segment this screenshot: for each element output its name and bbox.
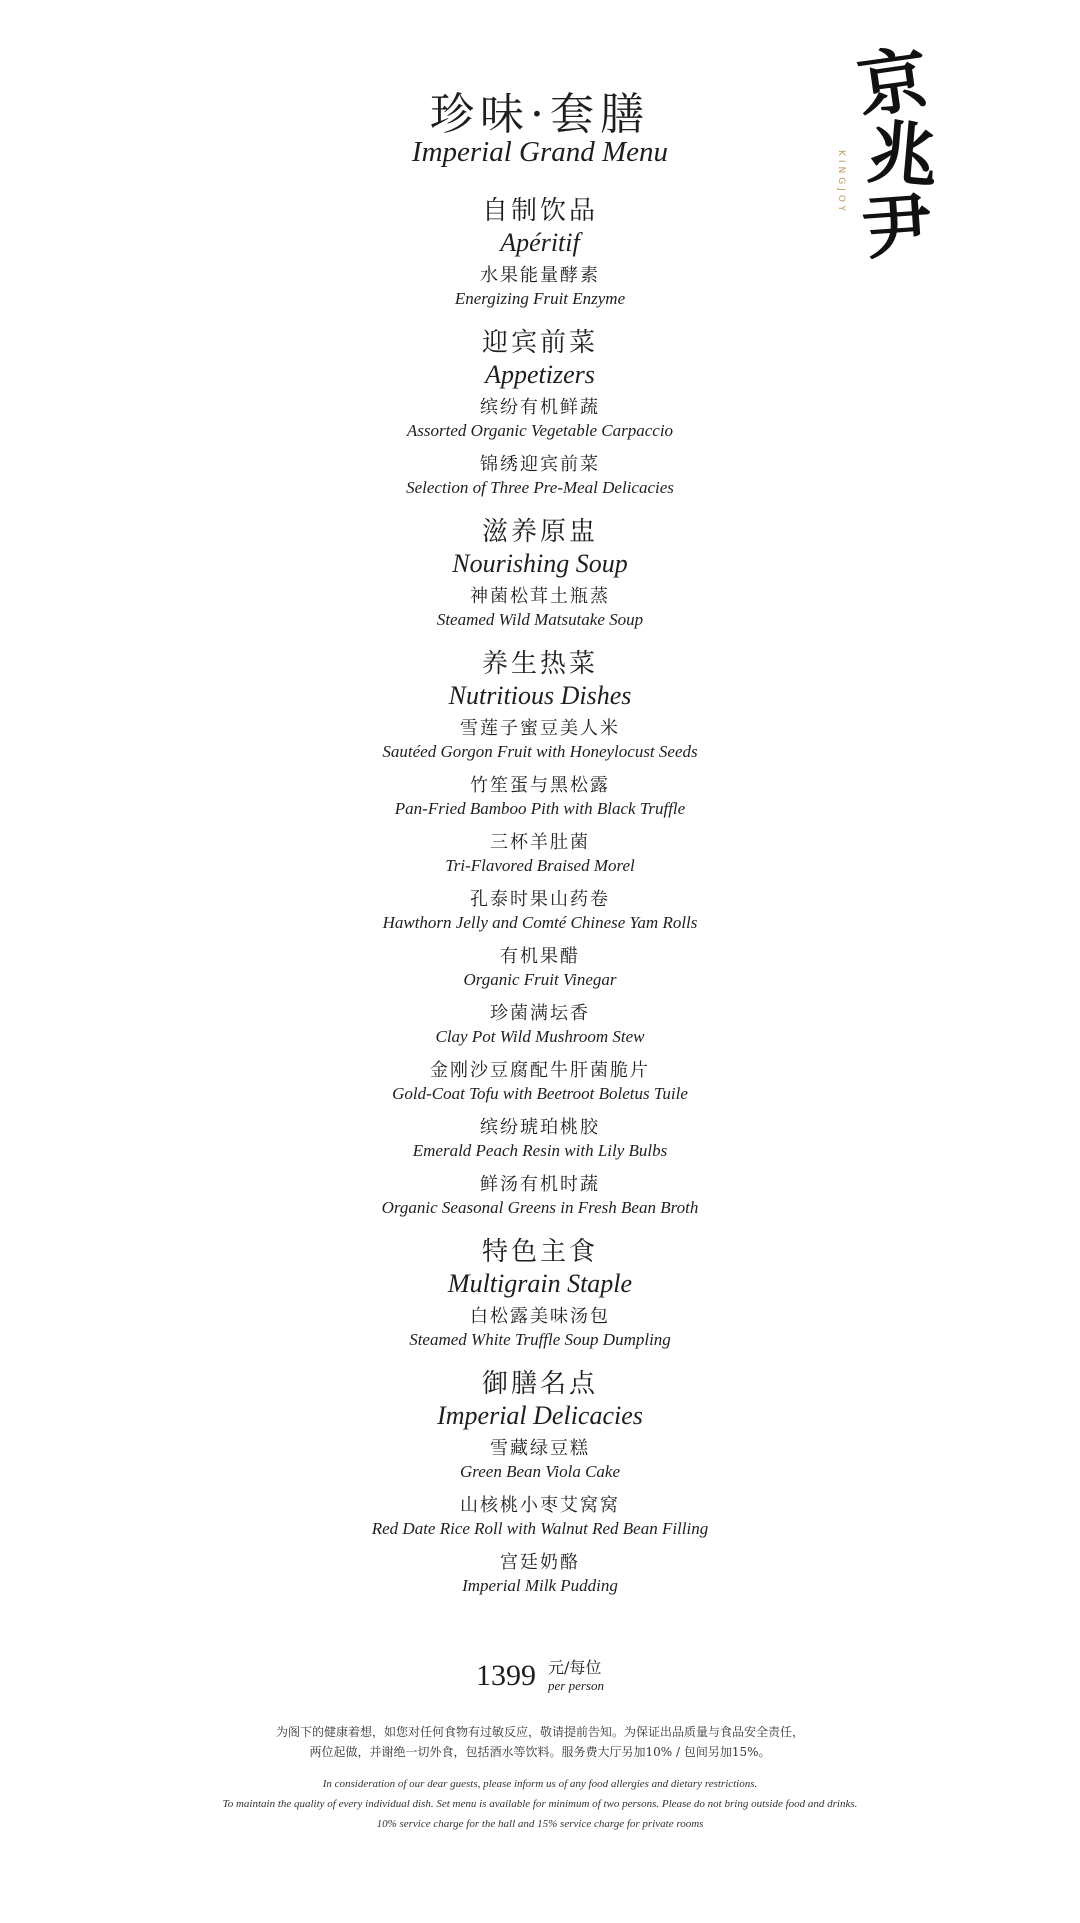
menu-item-name-en: Pan-Fried Bamboo Pith with Black Truffle xyxy=(394,799,686,818)
menu-item-name-zh: 珍菌满坛香 xyxy=(490,1003,590,1024)
section-title-zh: 迎宾前菜 xyxy=(481,328,598,358)
menu-title-en: Imperial Grand Menu xyxy=(411,136,669,168)
section-title-en: Apéritif xyxy=(500,228,580,257)
menu-item xyxy=(0,1059,1080,1105)
section-title-en: Appetizers xyxy=(485,360,595,389)
menu-item-name-zh: 雪藏绿豆糕 xyxy=(490,1438,590,1459)
section-title-en: Nourishing Soup xyxy=(452,549,628,578)
price-block xyxy=(0,1658,1080,1694)
menu-section xyxy=(0,326,1080,499)
menu-item-name-en: Hawthorn Jelly and Comté Chinese Yam Rolls xyxy=(382,913,698,932)
menu-item xyxy=(0,1305,1080,1351)
menu-item-name-zh: 神菌松茸土瓶蒸 xyxy=(470,586,610,607)
menu-item xyxy=(0,717,1080,763)
price-unit-en: per person xyxy=(548,1678,604,1693)
menu-item-name-zh: 宫廷奶酪 xyxy=(500,1552,580,1573)
section-title-en: Imperial Delicacies xyxy=(437,1401,643,1430)
menu-item xyxy=(0,945,1080,991)
menu-item-name-en: Imperial Milk Pudding xyxy=(462,1576,618,1595)
menu-item xyxy=(0,1173,1080,1219)
section-title-zh: 御膳名点 xyxy=(481,1369,598,1399)
logo-char-1: 京 xyxy=(852,36,934,129)
menu-item-name-en: Selection of Three Pre-Meal Delicacies xyxy=(406,478,674,497)
menu-item-name-zh: 竹笙蛋与黑松露 xyxy=(470,775,610,796)
menu-item-name-zh: 水果能量酵素 xyxy=(480,265,600,286)
menu-item-name-en: Steamed Wild Matsutake Soup xyxy=(436,610,644,629)
menu-item-name-en: Assorted Organic Vegetable Carpaccio xyxy=(406,421,674,440)
menu-item-name-zh: 鲜汤有机时蔬 xyxy=(480,1174,600,1195)
menu-item-name-zh: 山核桃小枣艾窝窝 xyxy=(460,1495,620,1516)
menu-title-zh: 珍味·套膳 xyxy=(430,89,650,140)
menu-section xyxy=(0,515,1080,631)
note-en-line: 10% service charge for the hall and 15% service charge for private rooms xyxy=(376,1818,704,1830)
menu-item-name-zh: 三杯羊肚菌 xyxy=(490,832,590,853)
menu-item xyxy=(0,831,1080,877)
menu-item-name-en: Emerald Peach Resin with Lily Bulbs xyxy=(412,1141,668,1160)
menu-item xyxy=(0,1002,1080,1048)
menu-item-name-en: Organic Seasonal Greens in Fresh Bean Broth xyxy=(381,1198,699,1217)
menu-item-name-zh: 有机果醋 xyxy=(500,946,580,967)
menu-item-name-zh: 缤纷有机鲜蔬 xyxy=(480,397,600,418)
menu-section xyxy=(0,647,1080,1219)
menu-item-name-en: Tri-Flavored Braised Morel xyxy=(445,856,635,875)
note-zh-line: 为阁下的健康着想，如您对任何食物有过敏反应，敬请提前告知。为保证出品质量与食品安全责任， xyxy=(275,1725,804,1739)
note-en-line: To maintain the quality of every individual dish. Set menu is available for minimum of two persons. Please do not bring outside food and drinks. xyxy=(222,1798,858,1810)
menu-notes xyxy=(0,1722,1080,1834)
menu-item xyxy=(0,264,1080,310)
menu-item xyxy=(0,1551,1080,1597)
logo-char-2: 兆 xyxy=(864,110,942,199)
section-title-en: Multigrain Staple xyxy=(447,1269,633,1298)
menu-item xyxy=(0,396,1080,442)
menu-item xyxy=(0,1437,1080,1483)
logo-char-3: 尹 xyxy=(859,182,935,271)
menu-item xyxy=(0,1494,1080,1540)
note-zh-line: 两位起做，并谢绝一切外食，包括酒水等饮料。服务费大厅另加10% / 包间另加15%。 xyxy=(309,1745,771,1759)
section-title-zh: 特色主食 xyxy=(481,1237,598,1267)
menu-sections xyxy=(0,194,1080,1613)
menu-item-name-en: Gold-Coat Tofu with Beetroot Boletus Tuile xyxy=(392,1084,688,1103)
note-en-line: In consideration of our dear guests, please inform us of any food allergies and dietary restrictions. xyxy=(322,1778,758,1790)
menu-item-name-zh: 锦绣迎宾前菜 xyxy=(480,454,600,475)
section-title-zh: 滋养原盅 xyxy=(481,517,598,547)
menu-item-name-zh: 白松露美味汤包 xyxy=(470,1306,610,1327)
menu-item-name-zh: 雪莲子蜜豆美人米 xyxy=(460,718,620,739)
menu-item-name-en: Green Bean Viola Cake xyxy=(459,1462,621,1481)
price-amount: 1399 xyxy=(476,1659,537,1692)
price-unit-zh: 元/每位 xyxy=(548,1658,602,1677)
menu-item-name-en: Energizing Fruit Enzyme xyxy=(454,289,626,308)
section-title-zh: 自制饮品 xyxy=(481,196,598,226)
menu-item-name-en: Organic Fruit Vinegar xyxy=(463,970,617,989)
menu-item xyxy=(0,888,1080,934)
menu-item xyxy=(0,1116,1080,1162)
menu-item-name-en: Steamed White Truffle Soup Dumpling xyxy=(409,1330,671,1349)
section-title-zh: 养生热菜 xyxy=(481,649,598,679)
menu-section xyxy=(0,1235,1080,1351)
menu-item-name-en: Clay Pot Wild Mushroom Stew xyxy=(435,1027,645,1046)
logo-subtitle: KINGJOY xyxy=(836,150,846,216)
section-title-en: Nutritious Dishes xyxy=(448,681,632,710)
menu-item-name-zh: 金刚沙豆腐配牛肝菌脆片 xyxy=(430,1060,650,1081)
menu-item xyxy=(0,453,1080,499)
menu-item xyxy=(0,774,1080,820)
menu-item-name-zh: 孔泰时果山药卷 xyxy=(470,889,610,910)
menu-item-name-zh: 缤纷琥珀桃胶 xyxy=(480,1117,600,1138)
menu-item-name-en: Red Date Rice Roll with Walnut Red Bean Filling xyxy=(371,1519,709,1538)
menu-item-name-en: Sautéed Gorgon Fruit with Honeylocust Seeds xyxy=(382,742,698,761)
menu-section xyxy=(0,194,1080,310)
menu-item xyxy=(0,585,1080,631)
menu-section xyxy=(0,1367,1080,1597)
